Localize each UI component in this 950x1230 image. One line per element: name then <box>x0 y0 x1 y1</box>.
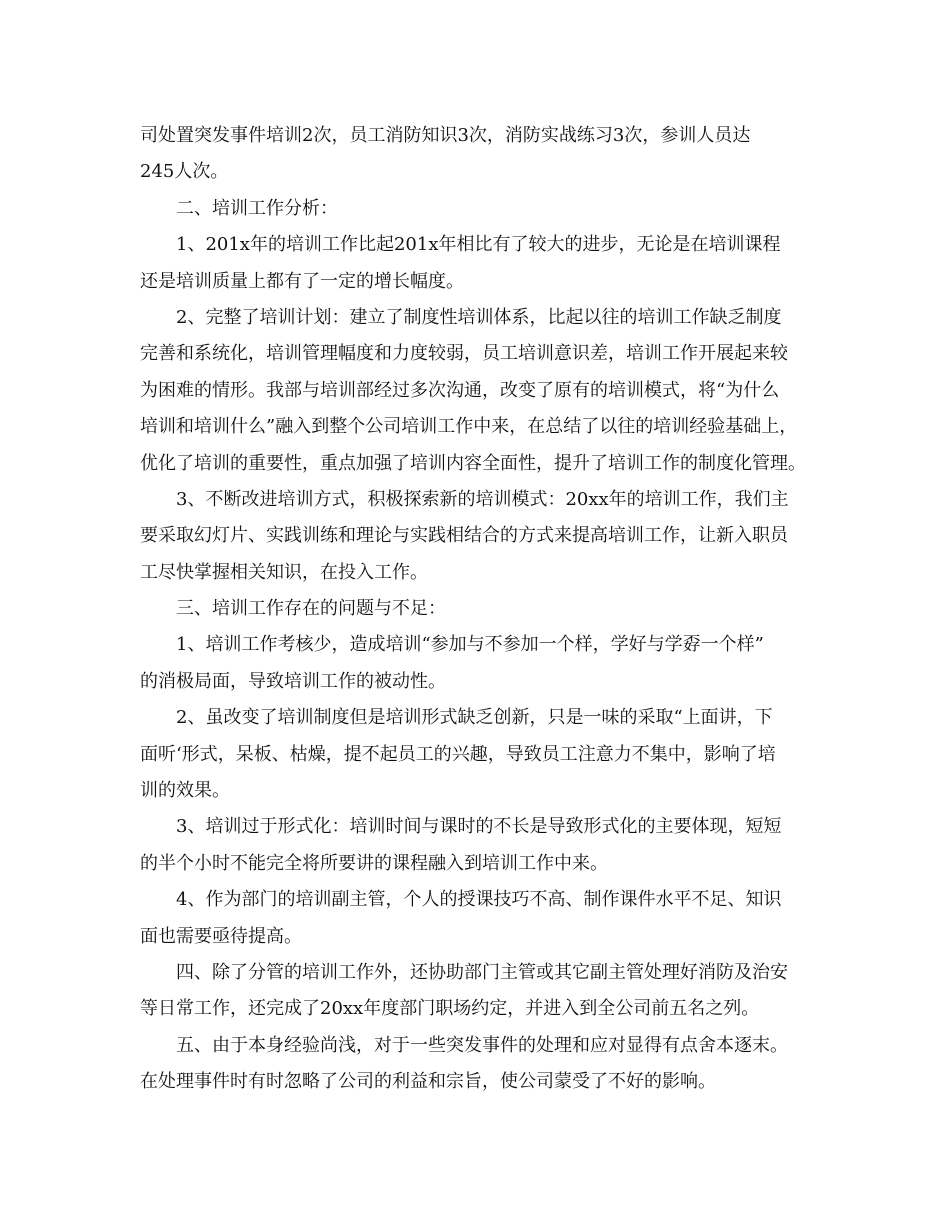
text-line: 优化了培训的重要性，重点加强了培训内容全面性，提升了培训工作的制度化管理。 <box>140 452 806 474</box>
text-line: 1、201x年的培训工作比起201x年相比有了较大的进步，无论是在培训课程 <box>176 234 781 256</box>
text-line: 面也需要亟待提高。 <box>140 925 302 947</box>
text-line: 1、培训工作考核少，造成培训“参加与不参加一个样，学好与学孬一个样” <box>176 634 764 656</box>
text-line: 工尽快掌握相关知识，在投入工作。 <box>140 561 428 583</box>
text-line: 训的效果。 <box>140 780 230 802</box>
text-line: 在处理事件时有时忽略了公司的利益和宗旨，使公司蒙受了不好的影响。 <box>140 1071 716 1093</box>
text-line: 五、由于本身经验尚浅，对于一些突发事件的处理和应对显得有点舍本逐末。 <box>176 1034 788 1056</box>
text-line: 为困难的情形。我部与培训部经过多次沟通，改变了原有的培训模式，将“为什么 <box>140 379 780 401</box>
text-line: 2、完整了培训计划：建立了制度性培训体系，比起以往的培训工作缺乏制度 <box>176 306 782 328</box>
document-body <box>140 118 830 1101</box>
text-line: 的半个小时不能完全将所要讲的课程融入到培训工作中来。 <box>140 852 608 874</box>
text-line: 等日常工作，还完成了20xx年度部门职场约定，并进入到全公司前五名之列。 <box>140 998 760 1020</box>
text-line: 培训和培训什么”融入到整个公司培训工作中来，在总结了以往的培训经验基础上， <box>140 416 798 438</box>
text-line: 要采取幻灯片、实践训练和理论与实践相结合的方式来提高培训工作，让新入职员 <box>140 525 788 547</box>
text-line: 3、不断改进培训方式，积极探索新的培训模式：20xx年的培训工作，我们主 <box>176 488 789 510</box>
text-line: 还是培训质量上都有了一定的增长幅度。 <box>140 270 464 292</box>
text-line: 4、作为部门的培训副主管，个人的授课技巧不高、制作课件水平不足、知识 <box>176 889 782 911</box>
text-line: 2、虽改变了培训制度但是培训形式缺乏创新，只是一味的采取“上面讲，下 <box>176 707 773 729</box>
text-line: 四、除了分管的培训工作外，还协助部门主管或其它副主管处理好消防及治安 <box>176 961 788 983</box>
text-line: 面听‘形式，呆板、枯燥，提不起员工的兴趣，导致员工注意力不集中，影响了培 <box>140 743 776 765</box>
text-line: 245人次。 <box>140 161 229 183</box>
text-line: 完善和系统化，培训管理幅度和力度较弱，员工培训意识差，培训工作开展起来较 <box>140 343 788 365</box>
text-line: 司处置突发事件培训2次，员工消防知识3次，消防实战练习3次，参训人员达 <box>140 125 751 146</box>
section-heading: 二、培训工作分析： <box>176 197 338 219</box>
text-line: 3、培训过于形式化：培训时间与课时的不长是导致形式化的主要体现，短短 <box>176 816 782 838</box>
text-line: 的消极局面，导致培训工作的被动性。 <box>140 670 446 692</box>
section-heading: 三、培训工作存在的问题与不足： <box>176 598 446 620</box>
